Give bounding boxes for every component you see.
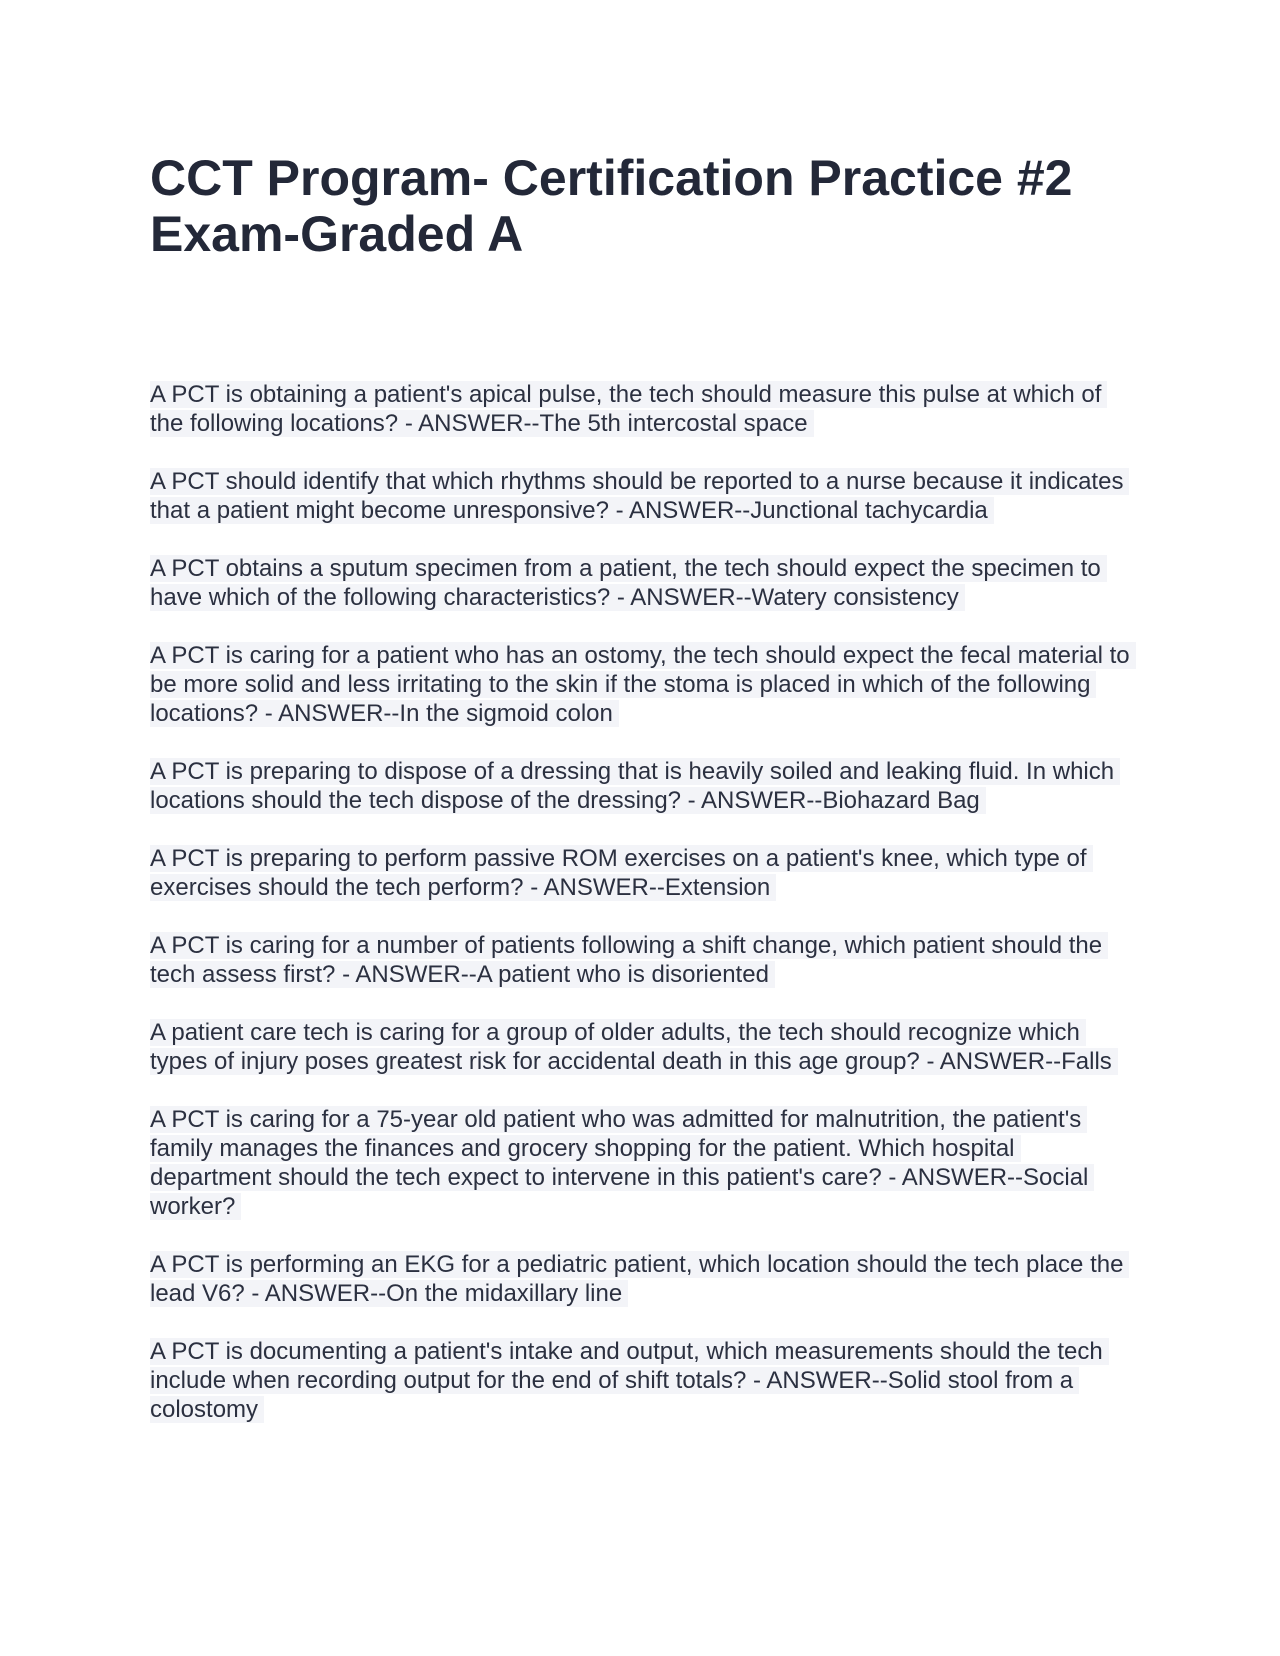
qa-item-8 <box>150 1018 1130 1076</box>
qa-item-9 <box>150 1105 1130 1221</box>
qa-item-text: A PCT should identify that which rhythms should be reported to a nurse because it indicates that a patient might become unresponsive? - ANSWER--Junctional tachycardia <box>150 468 1129 524</box>
qa-item-11 <box>150 1337 1130 1424</box>
qa-item-text: A PCT obtains a sputum specimen from a patient, the tech should expect the specimen to have which of the following characteristics? - ANSWER--Watery consistency <box>150 555 1107 611</box>
qa-item-text: A PCT is caring for a patient who has an ostomy, the tech should expect the fecal material to be more solid and less irritating to the skin if the stoma is placed in which of the following locations? - ANSWER--In the sigmoid colon <box>150 642 1136 727</box>
qa-item-5 <box>150 757 1130 815</box>
qa-list <box>150 380 1130 1453</box>
qa-item-6 <box>150 844 1130 902</box>
qa-item-10 <box>150 1250 1130 1308</box>
qa-item-text: A PCT is preparing to perform passive ROM exercises on a patient's knee, which type of exercises should the tech perform? - ANSWER--Extension <box>150 845 1093 901</box>
qa-item-text: A PCT is caring for a number of patients following a shift change, which patient should the tech assess first? - ANSWER--A patient who is disoriented <box>150 932 1108 988</box>
qa-item-text: A PCT is performing an EKG for a pediatric patient, which location should the tech place the lead V6? - ANSWER--On the midaxillary line <box>150 1251 1129 1307</box>
qa-item-text: A PCT is preparing to dispose of a dressing that is heavily soiled and leaking fluid. In which locations should the tech dispose of the dressing? - ANSWER--Biohazard Bag <box>150 758 1120 814</box>
qa-item-text: A PCT is caring for a 75-year old patient who was admitted for malnutrition, the patient's family manages the finances and grocery shopping for the patient. Which hospital department should the tech expect to intervene in this patient's care? - ANSWER--Social worker? <box>150 1106 1094 1220</box>
qa-item-3 <box>150 554 1130 612</box>
qa-item-2 <box>150 467 1130 525</box>
qa-item-1 <box>150 380 1130 438</box>
qa-item-text: A PCT is obtaining a patient's apical pulse, the tech should measure this pulse at which of the following locations? - ANSWER--The 5th intercostal space <box>150 381 1107 437</box>
qa-item-7 <box>150 931 1130 989</box>
document-title: CCT Program- Certification Practice #2 Exam-Graded A <box>150 150 1073 262</box>
qa-item-text: A patient care tech is caring for a group of older adults, the tech should recognize which types of injury poses greatest risk for accidental death in this age group? - ANSWER--Falls <box>150 1019 1118 1075</box>
qa-item-text: A PCT is documenting a patient's intake and output, which measurements should the tech include when recording output for the end of shift totals? - ANSWER--Solid stool from a colostomy <box>150 1338 1109 1423</box>
qa-item-4 <box>150 641 1130 728</box>
